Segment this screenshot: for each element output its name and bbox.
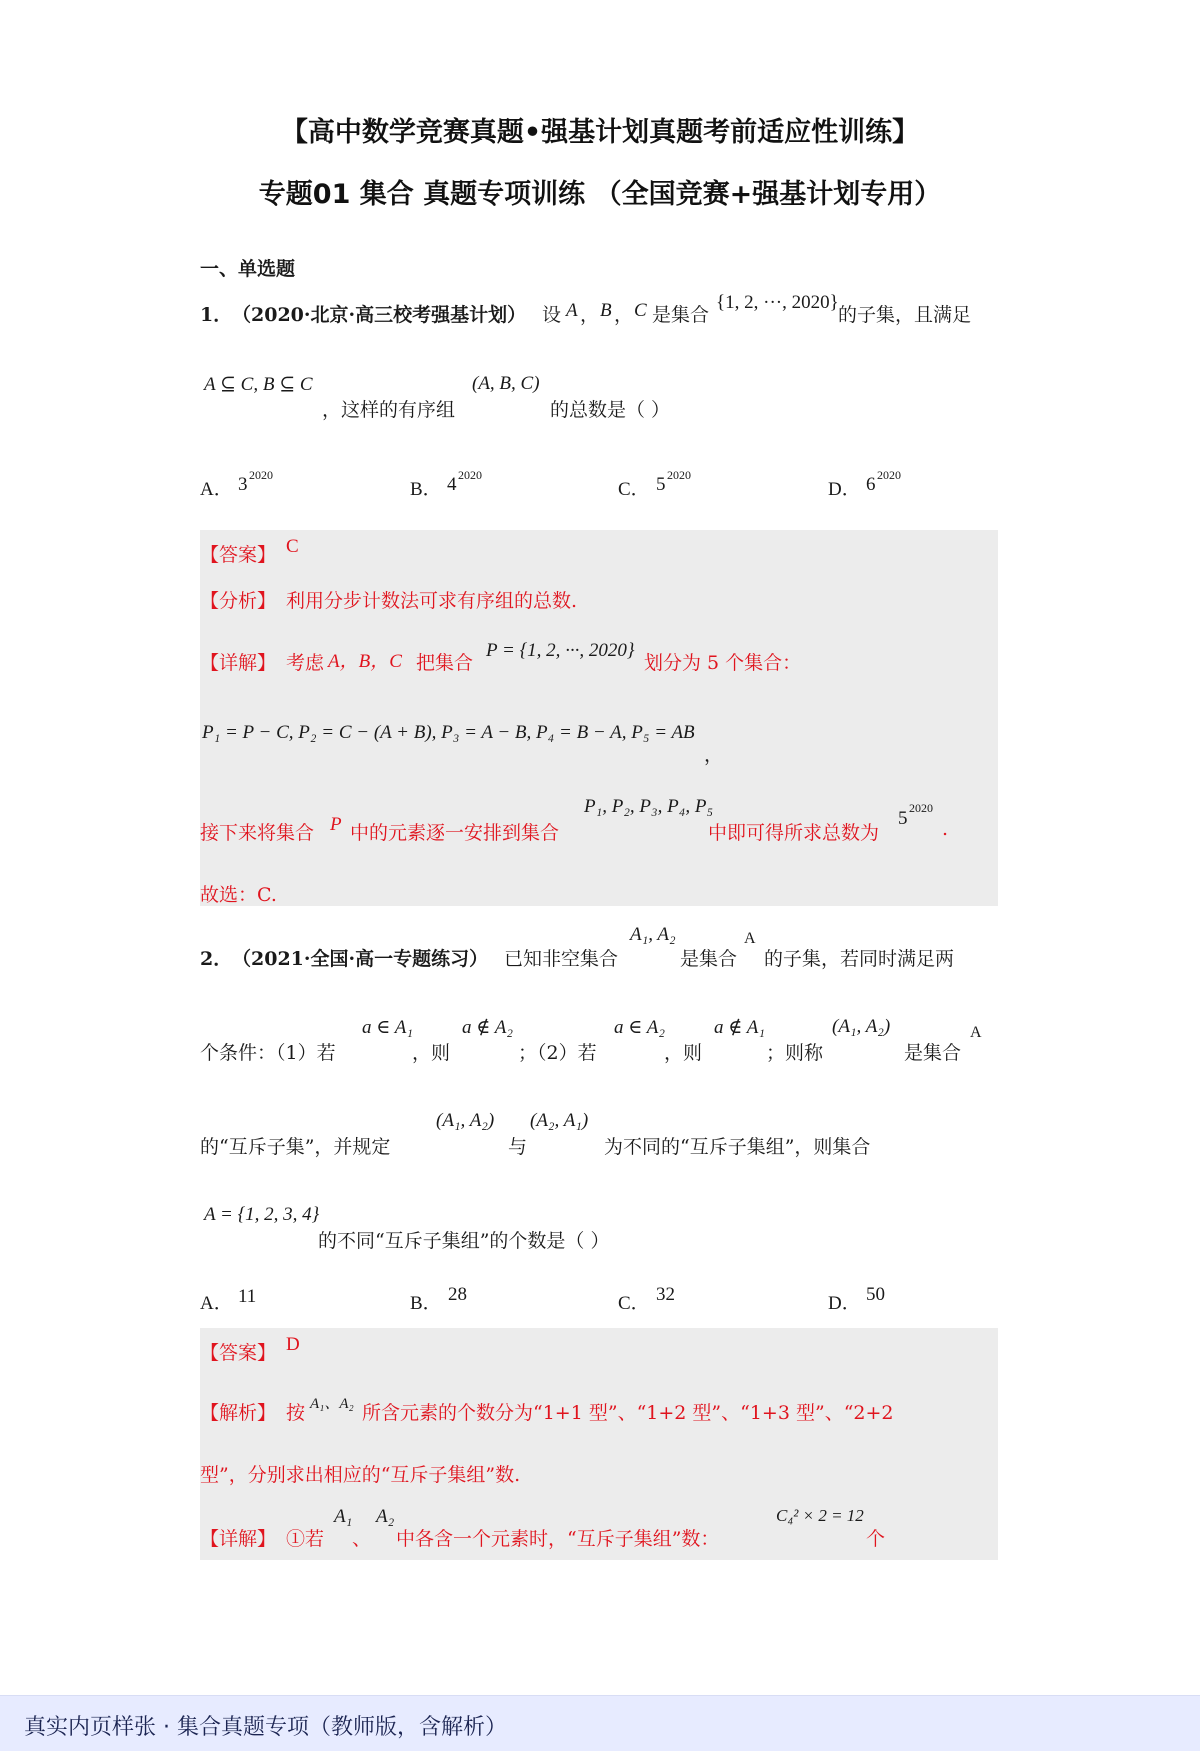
math-tuple: (A₁, A₂) — [832, 1016, 891, 1037]
choose-text: 故选：C. — [200, 884, 277, 906]
math-var: A — [744, 930, 756, 947]
analysis-text: 型”，分别求出相应的“互斥子集组”数. — [200, 1464, 521, 1486]
stem-text: 的“互斥子集”，并规定 — [200, 1136, 391, 1158]
option-value: 6 — [866, 474, 876, 495]
math-condition: A ⊆ C, B ⊆ C — [204, 374, 313, 395]
option-letter: C． — [618, 1293, 650, 1314]
stem-text: ，则 — [664, 1042, 703, 1064]
detail-label: 【详解】 — [200, 652, 277, 674]
option-value: 32 — [656, 1284, 675, 1305]
answer-value: C — [286, 536, 299, 557]
question-number: 2． — [200, 948, 233, 970]
detail-text: 考虑 — [286, 652, 325, 674]
stem-text: 的子集，若同时满足两 — [764, 948, 955, 970]
stem-text: 的不同“互斥子集组”的个数是（ ） — [318, 1230, 610, 1252]
detail-text: 中的元素逐一安排到集合 — [350, 822, 560, 844]
stem-text: 已知非空集合 — [504, 948, 619, 970]
option-value: 50 — [866, 1284, 885, 1305]
question-source: （2021·全国·高一专题练习） — [232, 948, 489, 970]
option-exponent: 2020 — [458, 468, 482, 482]
math-condition: a ∈ A₁ — [362, 1017, 413, 1038]
math-formula: C₄² × 2 = 12 — [776, 1506, 864, 1525]
option-value: 5 — [656, 474, 666, 495]
detail-text: 中即可得所求总数为 — [708, 822, 880, 844]
option-letter: D． — [828, 1293, 861, 1314]
option-exponent: 2020 — [249, 468, 273, 482]
stem-text: ；（2）若 — [518, 1042, 597, 1064]
math-sets: A₁, A₂ — [630, 924, 676, 945]
analysis-text: 按 — [286, 1402, 306, 1424]
option-value: 4 — [447, 474, 457, 495]
option-exponent: 2020 — [667, 468, 691, 482]
answer-label: 【答案】 — [200, 1342, 277, 1364]
math-var: A — [970, 1024, 982, 1041]
stem-text: ，则 — [412, 1042, 451, 1064]
detail-text: 中各含一个元素时，“互斥子集组”数： — [396, 1528, 720, 1550]
stem-text: 与 — [508, 1136, 528, 1158]
stem-text: 的总数是（ ） — [550, 399, 671, 421]
math-var: P — [330, 814, 342, 835]
analysis-text: 所含元素的个数分为“1+1 型”、“1+2 型”、“1+3 型”、“2+2 — [362, 1402, 894, 1424]
math-sets: A₁、A₂ — [310, 1396, 354, 1412]
detail-text: 个 — [866, 1528, 886, 1550]
stem-text: 设 — [542, 304, 562, 326]
option-value: 28 — [448, 1284, 467, 1305]
math-condition: a ∉ A₂ — [462, 1017, 513, 1038]
question-number: 1． — [200, 304, 233, 326]
math-set: P = {1, 2, ···, 2020} — [486, 640, 635, 661]
stem-text: 为不同的“互斥子集组”，则集合 — [604, 1136, 871, 1158]
math-exponent: 2020 — [909, 801, 933, 815]
option-letter: A． — [200, 479, 233, 500]
stem-text: ；则称 — [766, 1042, 824, 1064]
stem-text: ， — [580, 304, 600, 326]
math-var: A₂ — [376, 1506, 395, 1527]
math-formula: P₁ = P − C, P₂ = C − (A + B), P₃ = A − B, P₄ = B − A, P₅ = AB — [202, 722, 695, 743]
math-tuple: (A₂, A₁) — [530, 1110, 589, 1131]
analysis-label: 【分析】 — [200, 590, 277, 612]
math-var: C — [634, 300, 647, 321]
stem-text: 是集合 — [680, 948, 738, 970]
math-vars: A，B，C — [328, 651, 402, 672]
math-set: A = {1, 2, 3, 4} — [204, 1204, 320, 1225]
stem-text: 个条件：（1）若 — [200, 1042, 336, 1064]
answer-label: 【答案】 — [200, 544, 277, 566]
detail-text: 接下来将集合 — [200, 822, 315, 844]
detail-text: 划分为 5 个集合： — [644, 652, 802, 674]
stem-text: 的子集，且满足 — [838, 304, 972, 326]
stem-text: ，这样的有序组 — [322, 399, 456, 421]
footer-caption: 真实内页样张 · 集合真题专项（教师版，含解析） — [24, 1715, 507, 1740]
detail-text: ①若 — [286, 1528, 325, 1550]
option-value: 11 — [238, 1286, 257, 1307]
math-base: 5 — [898, 808, 908, 829]
stem-text: 是集合 — [904, 1042, 962, 1064]
option-letter: D． — [828, 479, 861, 500]
detail-text: 、 — [352, 1528, 372, 1550]
stem-text: 是集合 — [652, 304, 710, 326]
section-heading: 一、单选题 — [200, 258, 296, 280]
math-var: B — [600, 300, 612, 321]
option-value: 3 — [238, 474, 248, 495]
option-letter: A． — [200, 1293, 233, 1314]
math-var: A₁ — [334, 1506, 353, 1527]
option-letter: B． — [410, 1293, 442, 1314]
math-condition: a ∈ A₂ — [614, 1017, 665, 1038]
math-tuple: (A, B, C) — [472, 373, 540, 394]
analysis-text: 利用分步计数法可求有序组的总数. — [286, 590, 578, 612]
page-title: 【高中数学竞赛真题•强基计划真题考前适应性训练】 — [280, 117, 920, 148]
option-letter: B． — [410, 479, 442, 500]
math-set: {1, 2, ···, 2020} — [716, 292, 839, 313]
answer-value: D — [286, 1334, 300, 1355]
footer-bar — [0, 1695, 1200, 1751]
detail-label: 【详解】 — [200, 1528, 277, 1550]
punctuation: ， — [704, 744, 724, 766]
math-var: A — [566, 300, 578, 321]
analysis-label: 【解析】 — [200, 1402, 277, 1424]
stem-text: ， — [614, 304, 634, 326]
question-source: （2020·北京·高三校考强基计划） — [232, 304, 527, 326]
math-tuple: (A₁, A₂) — [436, 1110, 495, 1131]
option-letter: C． — [618, 479, 650, 500]
page-subtitle: 专题01 集合 真题专项训练 （全国竞赛+强基计划专用） — [258, 179, 942, 210]
option-exponent: 2020 — [877, 468, 901, 482]
detail-text: 把集合 — [416, 652, 474, 674]
punctuation: . — [942, 818, 949, 840]
math-sets: P₁, P₂, P₃, P₄, P₅ — [584, 796, 714, 817]
math-condition: a ∉ A₁ — [714, 1017, 765, 1038]
